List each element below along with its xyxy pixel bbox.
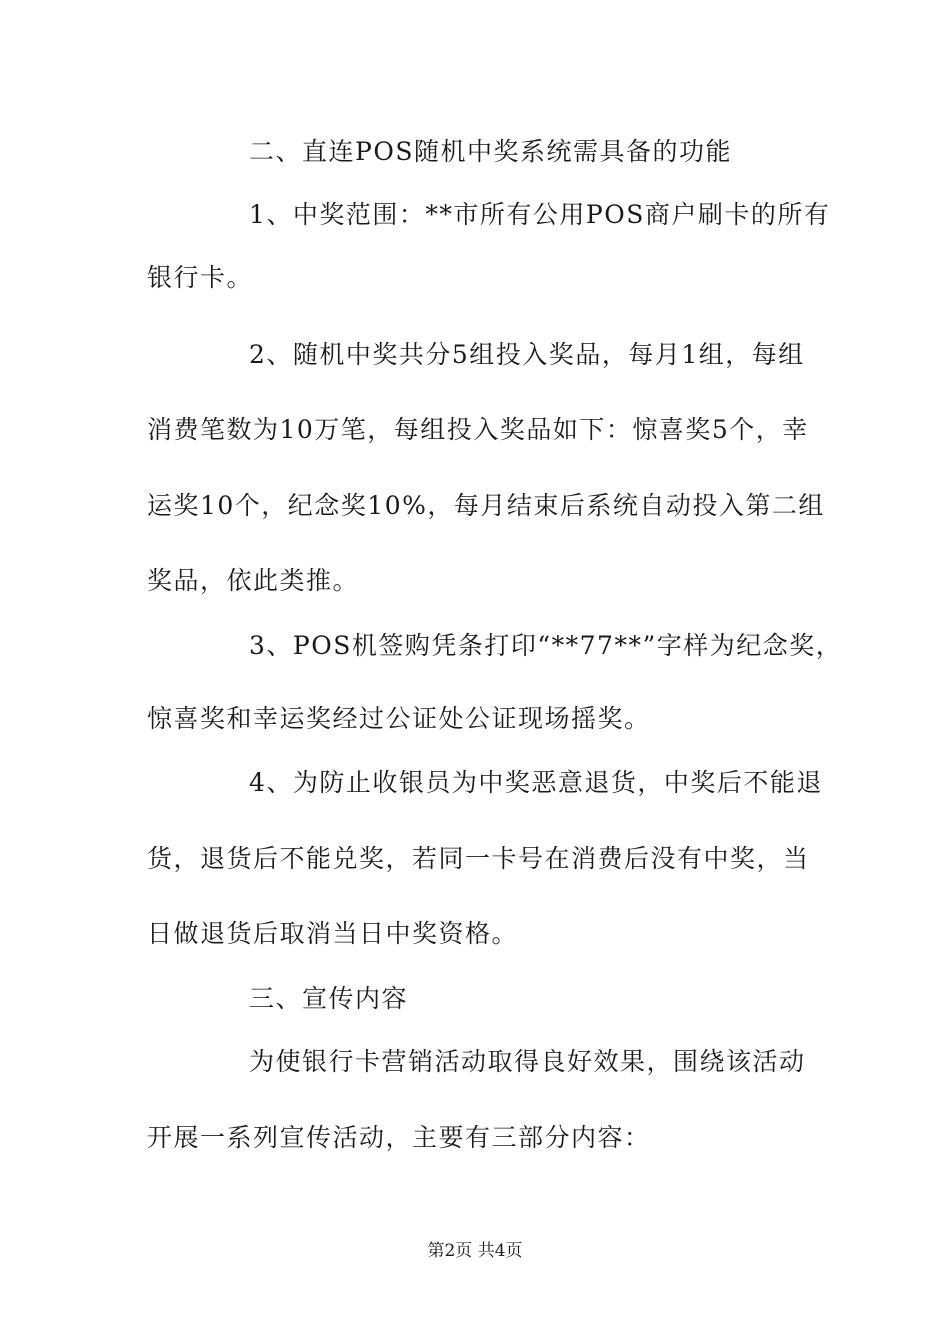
section-heading: 三、宣传内容 xyxy=(249,984,409,1013)
paragraph-line: 2、随机中奖共分5组投入奖品，每月1组，每组 xyxy=(249,340,805,369)
section-heading: 二、直连POS随机中奖系统需具备的功能 xyxy=(249,137,732,166)
paragraph-line: 为使银行卡营销活动取得良好效果，围绕该活动 xyxy=(249,1047,806,1076)
paragraph-line: 运奖10个，纪念奖10%，每月结束后系统自动投入第二组 xyxy=(147,491,825,520)
paragraph-line: 4、为防止收银员为中奖恶意退货，中奖后不能退 xyxy=(249,768,823,797)
paragraph-line: 1、中奖范围：**市所有公用POS商户刷卡的所有 xyxy=(249,200,831,229)
paragraph-line: 银行卡。 xyxy=(147,263,254,292)
paragraph-line: 消费笔数为10万笔，每组投入奖品如下：惊喜奖5个，幸 xyxy=(147,415,809,444)
paragraph-line: 日做退货后取消当日中奖资格。 xyxy=(147,919,519,948)
paragraph-line: 3、POS机签购凭条打印“**77**”字样为纪念奖， xyxy=(249,631,843,660)
page-number-footer: 第2页 共4页 xyxy=(427,1241,523,1261)
paragraph-line: 货，退货后不能兑奖，若同一卡号在消费后没有中奖，当 xyxy=(147,844,810,873)
paragraph-line: 惊喜奖和幸运奖经过公证处公证现场摇奖。 xyxy=(147,704,651,733)
paragraph-line: 开展一系列宣传活动，主要有三部分内容： xyxy=(147,1123,651,1152)
paragraph-line: 奖品，依此类推。 xyxy=(147,566,360,595)
